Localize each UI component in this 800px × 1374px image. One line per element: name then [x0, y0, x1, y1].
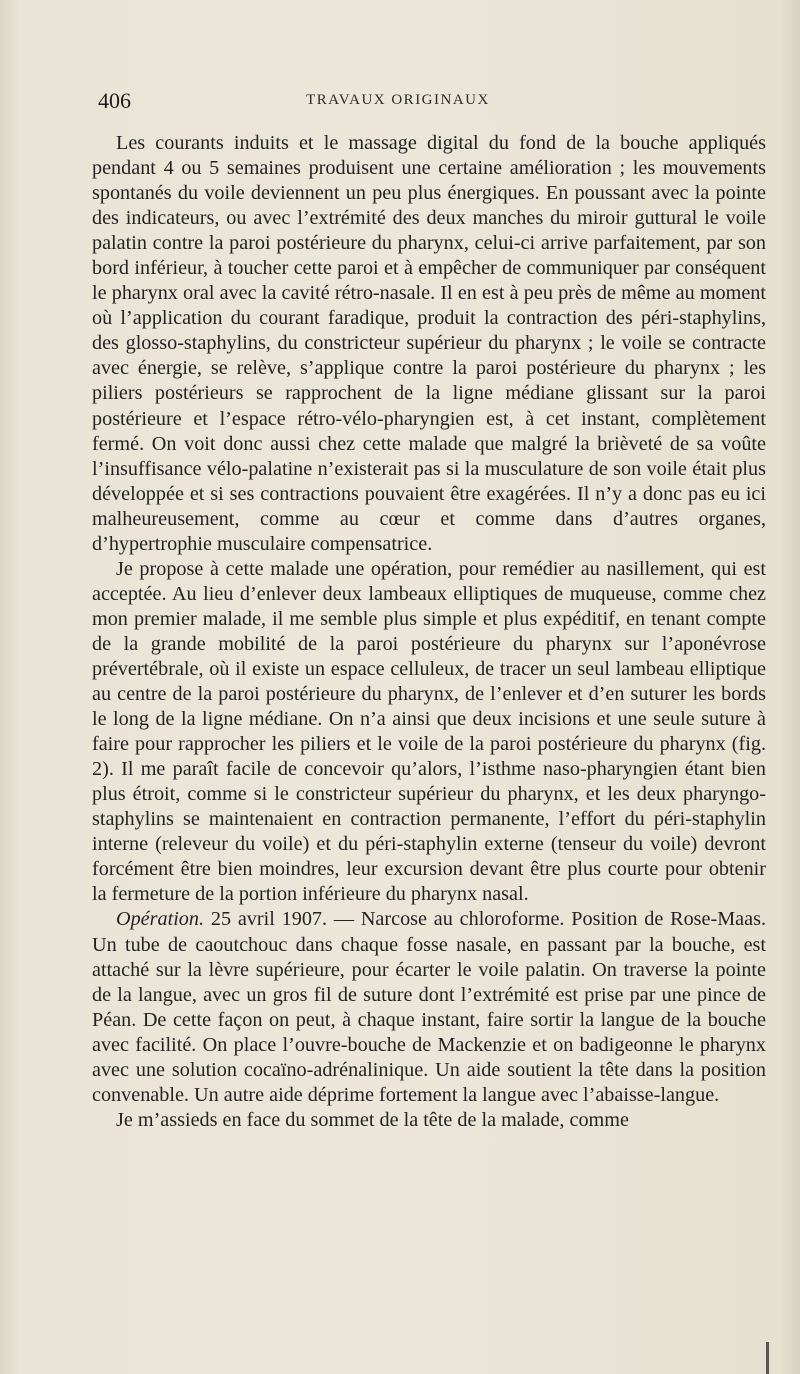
body-text: [92, 131, 766, 1133]
paragraph: Je propose à cette malade une opération, pour remédier au nasillement, qui est acceptée. Au lieu d’enlever deux lambeaux elliptiques de muqueuse, comme chez mon premier malade, il me semble plus simple et plus expéditif, en tenant compte de la grande mobilité de la paroi postérieure du pharynx sur l’aponévrose prévertébrale, où il existe un espace celluleux, de tracer un seul lambeau elliptique au centre de la paroi postérieure du pharynx, de l’enlever et d’en suturer les bords le long de la ligne médiane. On n’a ainsi que deux incisions et une seule suture à faire pour rapprocher les piliers et le voile de la paroi postérieure du pharynx (fig. 2). Il me paraît facile de concevoir qu’alors, l’isthme naso-pharyngien étant bien plus étroit, comme si le constricteur supérieur du pharynx, et les deux pharyngo-staphylins se maintenaient en contraction permanente, l’effort du péri-staphylin interne (releveur du voile) et du péri-staphylin externe (tenseur du voile) devront forcément être bien moindres, leur excursion devant être plus courte pour obtenir la fermeture de la portion inférieure du pharynx nasal.: [92, 557, 766, 906]
paragraph: Les courants induits et le massage digital du fond de la bouche appliqués pendant 4 ou 5 semaines produisent une certaine amélioration ; les mouvements spontanés du voile deviennent un peu plus énergiques. En poussant avec la pointe des indicateurs, ou avec l’extrémité des deux manches du miroir guttural le voile palatin contre la paroi postérieure du pharynx, celui-ci arrive parfaitement, par son bord inférieur, à toucher cette paroi et à empêcher de communiquer par conséquent le pharynx oral avec la cavité rétro-nasale. Il en est à peu près de même au moment où l’application du courant faradique, produit la contraction des péri-staphylins, des glosso-staphylins, du constricteur supérieur du pharynx ; le voile se contracte avec énergie, se relève, s’applique contre la paroi postérieure du pharynx ; les piliers postérieurs se rapprochent de la ligne médiane glissant sur la paroi postérieure et l’espace rétro-vélo-pharyngien est, à cet instant, complètement fermé. On voit donc aussi chez cette malade que malgré la brièveté de sa voûte l’insuffisance vélo-palatine n’existerait pas si la musculature de son voile était plus développée et si ses contractions pouvaient être exagérées. Il n’y a donc pas eu ici malheureusement, comme au cœur et comme dans d’autres organes, d’hypertrophie musculaire compensatrice.: [92, 132, 766, 555]
page-header: [98, 88, 698, 118]
paragraph: [92, 907, 766, 1107]
running-head: TRAVAUX ORIGINAUX: [306, 92, 490, 108]
paragraph-lead: Opération.: [116, 908, 205, 931]
page-edge-mark: [766, 1342, 769, 1374]
paragraph: Je m’assieds en face du sommet de la tête de la malade, comme: [116, 1108, 629, 1131]
paragraph-text: 25 avril 1907. — Narcose au chloroforme. Position de Rose-Maas. Un tube de caoutchouc dans chaque fosse nasale, en passant par la bouche, est attaché sur la lèvre supérieure, pour écarter le voile palatin. On traverse la pointe de la langue, avec un gros fil de suture dont l’extrémité est prise par une pince de Péan. De cette façon on peut, à chaque instant, faire sortir la langue de la bouche avec facilité. On place l’ouvre-bouche de Mackenzie et on badigeonne le pharynx avec une solution cocaïno-adrénalinique. Un aide soutient la tête dans la position convenable. Un autre aide déprime fortement la langue avec l’abaisse-langue.: [92, 908, 766, 1106]
page-number: 406: [98, 88, 131, 113]
